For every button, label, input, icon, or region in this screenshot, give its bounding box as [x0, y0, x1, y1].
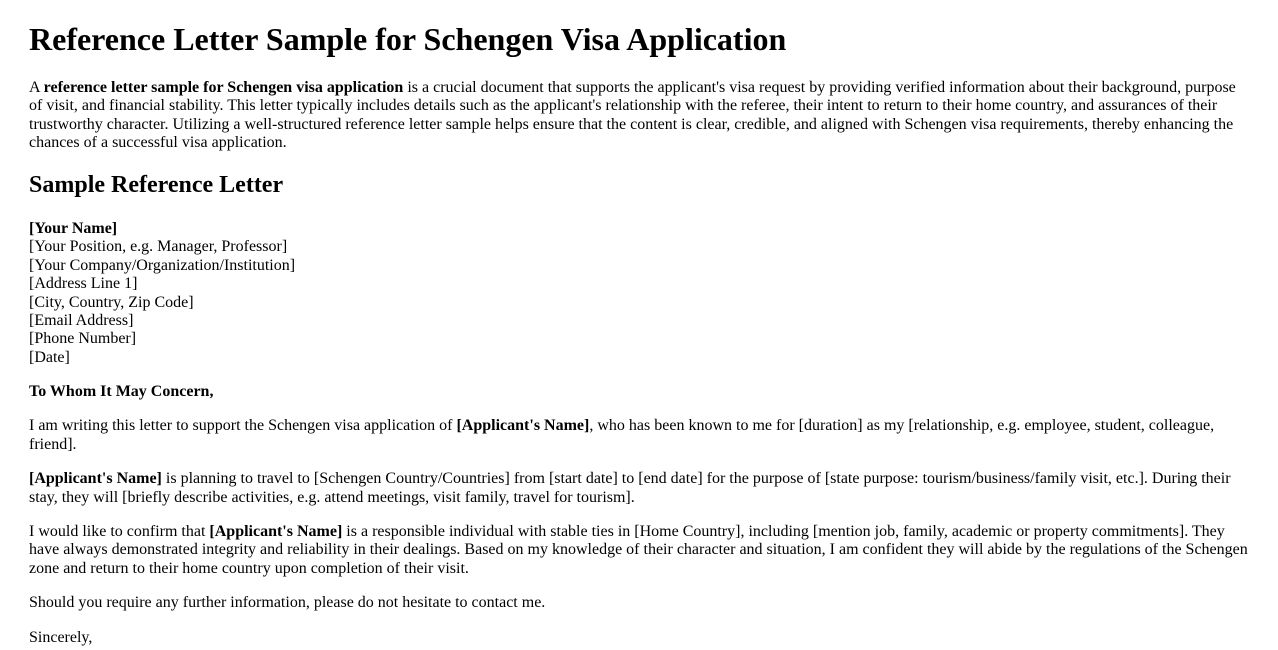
- salutation-text: To Whom It May Concern,: [29, 383, 214, 401]
- body-1-applicant-name: [Applicant's Name]: [456, 417, 590, 435]
- sender-name: [Your Name]: [29, 219, 118, 237]
- body-paragraph-3: [29, 523, 1249, 578]
- body-3-applicant-name: [Applicant's Name]: [209, 523, 343, 541]
- page-title: Reference Letter Sample for Schengen Visa Application: [29, 21, 787, 57]
- section-heading: Sample Reference Letter: [29, 172, 284, 199]
- body-paragraph-2: [29, 470, 1249, 507]
- sender-email: [Email Address]: [29, 311, 134, 329]
- body-2-post: is planning to travel to [Schengen Country/Countries] from [start date] to [end date] for the purpose of [state purpose: tourism/business/family visit, etc.]. During their stay, they will [briefly describe activities, e.g. attend meetings, visit family, travel for tourism].: [29, 470, 1231, 506]
- sender-company: [Your Company/Organization/Institution]: [29, 256, 296, 274]
- body-2-applicant-name: [Applicant's Name]: [29, 470, 162, 488]
- sender-position: [Your Position, e.g. Manager, Professor]: [29, 238, 288, 256]
- body-1-pre: I am writing this letter to support the Schengen visa application of: [29, 417, 457, 435]
- sender-address-line: [Address Line 1]: [29, 275, 138, 293]
- sender-block: [29, 220, 1249, 367]
- body-3-pre: I would like to confirm that: [29, 523, 210, 541]
- closing-request: Should you require any further information, please do not hesitate to contact me.: [29, 594, 546, 612]
- intro-text-pre: A: [29, 78, 44, 96]
- intro-text-bold: reference letter sample for Schengen visa application: [43, 78, 404, 96]
- sender-city-country: [City, Country, Zip Code]: [29, 293, 194, 311]
- intro-paragraph: [29, 79, 1249, 153]
- sender-date: [Date]: [29, 348, 70, 366]
- body-1-post: , who has been known to me for [duration] as my [relationship, e.g. employee, student, colleague, friend].: [29, 417, 1215, 453]
- body-paragraph-1: [29, 417, 1249, 454]
- salutation: [29, 383, 1249, 401]
- body-3-post: is a responsible individual with stable ties in [Home Country], including [mention job, family, academic or property commitments]. They have always demonstrated integrity and reliability in their dealings. Based on my knowledge of their character and situation, I am confident they will abide by the regulations of the Schengen zone and return to their home country upon completion of their visit.: [29, 523, 1248, 577]
- sender-phone: [Phone Number]: [29, 330, 137, 348]
- signoff: Sincerely,: [29, 628, 93, 646]
- intro-text-post: is a crucial document that supports the applicant's visa request by providing verified information about their background, purpose of visit, and financial stability. This letter typically includes details such as the applicant's relationship with the referee, their intent to return to their home country, and assurances of their trustworthy character. Utilizing a well-structured reference letter sample helps ensure that the content is clear, credible, and aligned with Schengen visa requirements, thereby enhancing the chances of a successful visa application.: [29, 78, 1236, 151]
